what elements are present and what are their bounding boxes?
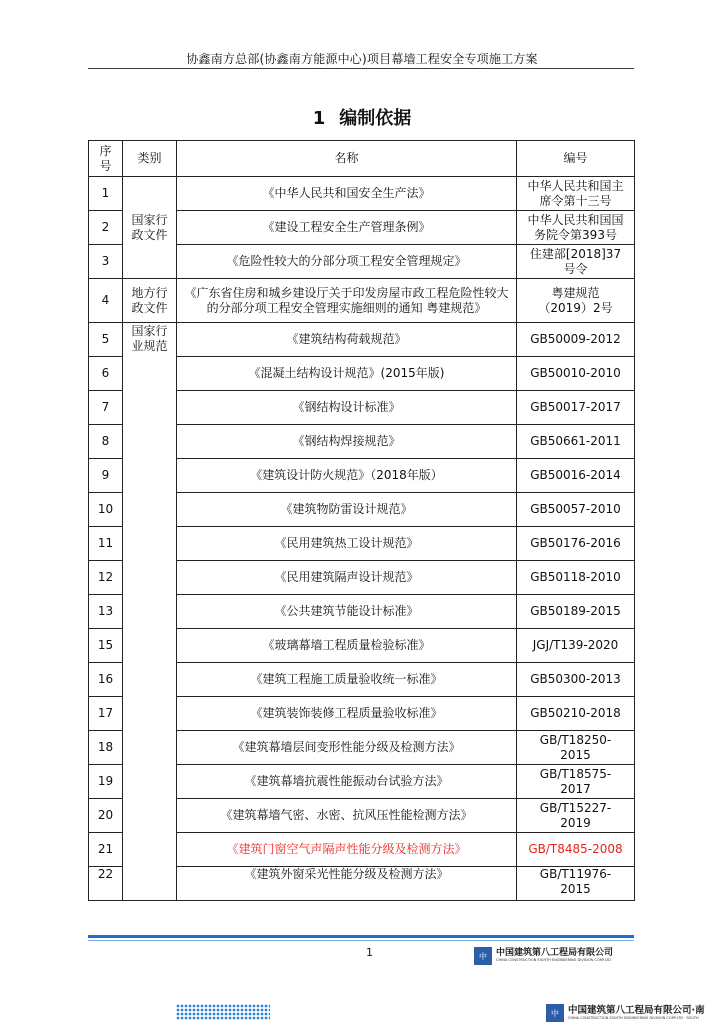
column-header-no: 序号 bbox=[89, 141, 123, 177]
row-no: 9 bbox=[89, 459, 123, 493]
row-type: 国家行业规范 bbox=[123, 323, 177, 901]
row-name: 《玻璃幕墙工程质量检验标准》 bbox=[177, 629, 517, 663]
row-name: 《建筑装饰装修工程质量验收标准》 bbox=[177, 697, 517, 731]
row-no: 17 bbox=[89, 697, 123, 731]
row-code: GB50057-2010 bbox=[517, 493, 635, 527]
row-name: 《钢结构设计标准》 bbox=[177, 391, 517, 425]
row-type: 国家行政文件 bbox=[123, 177, 177, 279]
row-no: 7 bbox=[89, 391, 123, 425]
row-code: 中华人民共和国国务院令第393号 bbox=[517, 211, 635, 245]
row-name: 《危险性较大的分部分项工程安全管理规定》 bbox=[177, 245, 517, 279]
row-no: 13 bbox=[89, 595, 123, 629]
row-name: 《民用建筑隔声设计规范》 bbox=[177, 561, 517, 595]
row-no: 21 bbox=[89, 833, 123, 867]
section-number: 1 bbox=[312, 108, 326, 129]
row-name: 《建筑幕墙抗震性能振动台试验方法》 bbox=[177, 765, 517, 799]
table-header-row bbox=[89, 141, 635, 177]
row-name: 《建筑外窗采光性能分级及检测方法》 bbox=[177, 867, 517, 901]
row-no: 5 bbox=[89, 323, 123, 357]
row-code: GB50017-2017 bbox=[517, 391, 635, 425]
column-header-code: 编号 bbox=[517, 141, 635, 177]
section-title bbox=[0, 104, 724, 130]
row-name: 《建筑物防雷设计规范》 bbox=[177, 493, 517, 527]
row-name: 《建筑门窗空气声隔声性能分级及检测方法》 bbox=[177, 833, 517, 867]
row-code: JGJ/T139-2020 bbox=[517, 629, 635, 663]
row-name: 《建设工程安全生产管理条例》 bbox=[177, 211, 517, 245]
bottom-company-logo bbox=[546, 1004, 722, 1022]
row-name: 《公共建筑节能设计标准》 bbox=[177, 595, 517, 629]
table-row bbox=[89, 177, 635, 211]
row-code: GB50210-2018 bbox=[517, 697, 635, 731]
row-code: GB50016-2014 bbox=[517, 459, 635, 493]
row-no: 10 bbox=[89, 493, 123, 527]
row-code: GB/T15227-2019 bbox=[517, 799, 635, 833]
row-name: 《民用建筑热工设计规范》 bbox=[177, 527, 517, 561]
section-title-text: 编制依据 bbox=[339, 108, 412, 129]
row-no: 22 bbox=[89, 867, 123, 901]
row-type: 地方行政文件 bbox=[123, 279, 177, 323]
row-no: 16 bbox=[89, 663, 123, 697]
row-code: GB50661-2011 bbox=[517, 425, 635, 459]
basis-table bbox=[88, 140, 635, 901]
page-number: 1 bbox=[366, 946, 373, 959]
row-code: GB/T18250-2015 bbox=[517, 731, 635, 765]
table-row bbox=[89, 323, 635, 357]
row-code: GB50176-2016 bbox=[517, 527, 635, 561]
bottom-company-name-en: CHINA CONSTRUCTION EIGHTH ENGINEERING DIVISION CORP.LTD · SOUTH bbox=[568, 1015, 699, 1020]
row-code: GB50189-2015 bbox=[517, 595, 635, 629]
row-name: 《建筑设计防火规范》（2018年版） bbox=[177, 459, 517, 493]
footer-divider-thin bbox=[88, 940, 634, 941]
row-no: 12 bbox=[89, 561, 123, 595]
row-no: 1 bbox=[89, 177, 123, 211]
row-no: 4 bbox=[89, 279, 123, 323]
bottom-company-name-cn: 中国建筑第八工程局有限公司·南 bbox=[568, 1005, 705, 1016]
row-code: GB50118-2010 bbox=[517, 561, 635, 595]
company-name-cn: 中国建筑第八工程局有限公司 bbox=[496, 948, 614, 959]
row-no: 2 bbox=[89, 211, 123, 245]
row-no: 3 bbox=[89, 245, 123, 279]
row-code: GB/T8485-2008 bbox=[517, 833, 635, 867]
row-no: 15 bbox=[89, 629, 123, 663]
row-code: 住建部[2018]37号令 bbox=[517, 245, 635, 279]
table-row bbox=[89, 279, 635, 323]
row-name: 《混凝土结构设计规范》(2015年版) bbox=[177, 357, 517, 391]
company-emblem-icon: 中 bbox=[546, 1004, 564, 1022]
company-name-en: CHINA CONSTRUCTION EIGHTH ENGINEERING DIVISION CORP.LTD bbox=[496, 958, 611, 963]
row-name: 《建筑幕墙气密、水密、抗风压性能检测方法》 bbox=[177, 799, 517, 833]
column-header-type: 类别 bbox=[123, 141, 177, 177]
row-name: 《建筑结构荷载规范》 bbox=[177, 323, 517, 357]
row-name: 《广东省住房和城乡建设厅关于印发房屋市政工程危险性较大的分部分项工程安全管理实施细则的通知 粤建规范》 bbox=[177, 279, 517, 323]
company-emblem-icon: 中 bbox=[474, 947, 492, 965]
footer-divider-thick bbox=[88, 935, 634, 938]
company-logo bbox=[474, 946, 634, 966]
row-name: 《中华人民共和国安全生产法》 bbox=[177, 177, 517, 211]
document-header-title: 协鑫南方总部(协鑫南方能源中心)项目幕墙工程安全专项施工方案 bbox=[186, 52, 538, 66]
row-name: 《建筑工程施工质量验收统一标准》 bbox=[177, 663, 517, 697]
row-name: 《钢结构焊接规范》 bbox=[177, 425, 517, 459]
header-divider bbox=[88, 68, 634, 69]
row-code: GB/T18575-2017 bbox=[517, 765, 635, 799]
row-no: 8 bbox=[89, 425, 123, 459]
row-code: GB50300-2013 bbox=[517, 663, 635, 697]
column-header-name: 名称 bbox=[177, 141, 517, 177]
row-no: 18 bbox=[89, 731, 123, 765]
row-code: GB50009-2012 bbox=[517, 323, 635, 357]
row-no: 6 bbox=[89, 357, 123, 391]
decorative-dot-pattern bbox=[176, 1004, 270, 1020]
row-code: 中华人民共和国主席令第十三号 bbox=[517, 177, 635, 211]
row-code: GB/T11976-2015 bbox=[517, 867, 635, 901]
row-code: 粤建规范（2019）2号 bbox=[517, 279, 635, 323]
row-name: 《建筑幕墙层间变形性能分级及检测方法》 bbox=[177, 731, 517, 765]
row-no: 19 bbox=[89, 765, 123, 799]
row-no: 11 bbox=[89, 527, 123, 561]
row-no: 20 bbox=[89, 799, 123, 833]
row-code: GB50010-2010 bbox=[517, 357, 635, 391]
